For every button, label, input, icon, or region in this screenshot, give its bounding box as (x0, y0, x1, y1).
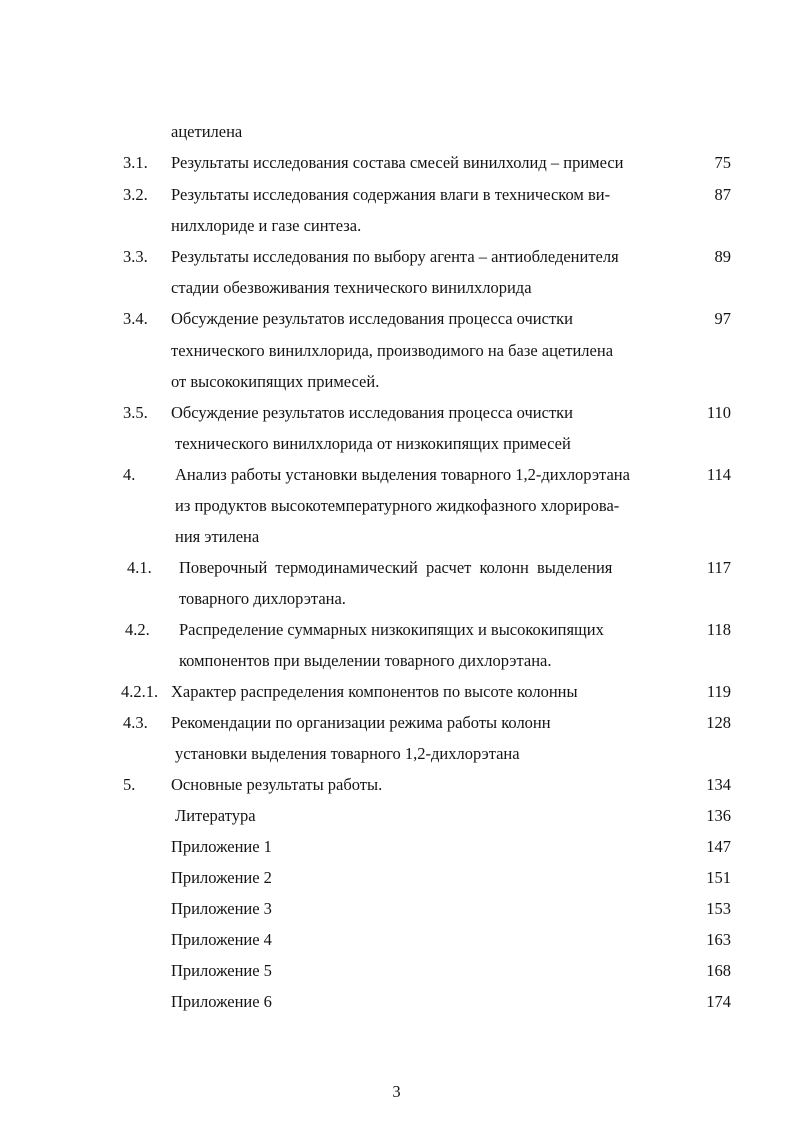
toc-entry (0, 680, 793, 704)
toc-entry-text: технического винилхлорида, производимого на базе ацетилена (171, 341, 614, 360)
toc-entry-continuation (0, 432, 793, 456)
toc-entry-page: 110 (706, 403, 731, 422)
toc-entry-text: товарного дихлорэтана. (179, 589, 346, 608)
toc-entry (0, 835, 793, 859)
toc-entry (0, 183, 793, 207)
toc-entry-continuation (0, 276, 793, 300)
toc-entry (0, 151, 793, 175)
toc-entry-page: 114 (706, 465, 731, 484)
toc-entry-continuation (0, 370, 793, 394)
toc-entry-page: 174 (706, 992, 731, 1011)
toc-entry (0, 990, 793, 1014)
toc-entry-text: технического винилхлорида от низкокипящих примесей (175, 434, 571, 453)
toc-entry-text: компонентов при выделении товарного дихлорэтана. (179, 651, 552, 670)
toc-entry-text: стадии обезвоживания технического винилхлорида (171, 278, 532, 297)
toc-entry (0, 463, 793, 487)
toc-entry-text: Обсуждение результатов исследования процесса очистки (171, 309, 574, 328)
toc-entry-text: Приложение 1 (171, 837, 272, 856)
toc-entry-continuation (0, 494, 793, 518)
toc-entry-number: 3.2. (123, 185, 148, 204)
page-number: 3 (392, 1082, 401, 1101)
toc-entry-continuation (0, 525, 793, 549)
toc-entry-page: 87 (714, 185, 731, 204)
toc-entry (0, 959, 793, 983)
toc-entry-number: 4.3. (123, 713, 148, 732)
toc-entry-text: из продуктов высокотемпературного жидкофазного хлорирова- (175, 496, 620, 515)
toc-entry-page: 163 (706, 930, 731, 949)
toc-entry-continuation (0, 214, 793, 238)
toc-entry-number: 3.5. (123, 403, 148, 422)
toc-entry-text: ния этилена (175, 527, 260, 546)
toc-entry-page: 75 (714, 153, 731, 172)
toc-entry-page: 136 (706, 806, 731, 825)
toc-entry-number: 4.2.1. (121, 682, 159, 701)
toc-entry-text: Приложение 2 (171, 868, 272, 887)
toc-entry-page: 153 (706, 899, 731, 918)
toc-entry-number: 3.1. (123, 153, 148, 172)
toc-entry (0, 556, 793, 580)
toc-entry-page: 134 (706, 775, 731, 794)
toc-entry-number: 4. (123, 465, 136, 484)
toc-entry (0, 866, 793, 890)
toc-entry (0, 897, 793, 921)
toc-entry-page: 89 (714, 247, 731, 266)
toc-entry (0, 307, 793, 331)
toc-entry-text: Характер распределения компонентов по высоте колонны (171, 682, 578, 701)
toc-entry-text: Приложение 6 (171, 992, 272, 1011)
toc-entry-continuation (0, 339, 793, 363)
toc-entry (0, 245, 793, 269)
toc-entry-text: Основные результаты работы. (171, 775, 383, 794)
toc-entry-text: нилхлориде и газе синтеза. (171, 216, 362, 235)
toc-entry-number: 5. (123, 775, 136, 794)
toc-entry (0, 711, 793, 735)
toc-entry-page: 97 (714, 309, 731, 328)
toc-entry-text: Результаты исследования по выбору агента – антиобледенителя (171, 247, 619, 266)
toc-entry (0, 618, 793, 642)
toc-entry (0, 773, 793, 797)
toc-entry-text: ацетилена (171, 122, 243, 141)
toc-entry-text: Поверочный термодинамический расчет колонн выделения (179, 558, 613, 577)
toc-entry-text: Рекомендации по организации режима работы колонн (171, 713, 551, 732)
toc-entry-page: 151 (706, 868, 731, 887)
toc-entry-text: Приложение 3 (171, 899, 272, 918)
toc-entry-page: 119 (706, 682, 731, 701)
toc-entry-number: 4.2. (125, 620, 150, 639)
toc-entry-text: Приложение 5 (171, 961, 272, 980)
toc-entry-text: Распределение суммарных низкокипящих и высококипящих (179, 620, 604, 639)
toc-entry-text: Результаты исследования содержания влаги в техническом ви- (171, 185, 611, 204)
toc-entry-page: 128 (706, 713, 731, 732)
toc-entry-continuation (0, 587, 793, 611)
toc-entry-number: 3.3. (123, 247, 148, 266)
toc-entry-text: Обсуждение результатов исследования процесса очистки (171, 403, 574, 422)
toc-entry (0, 401, 793, 425)
toc-entry (0, 804, 793, 828)
toc-entry-page: 118 (706, 620, 731, 639)
toc-entry-number: 3.4. (123, 309, 148, 328)
toc-entry-text: установки выделения товарного 1,2-дихлорэтана (175, 744, 520, 763)
toc-entry-continuation (0, 742, 793, 766)
toc-entry-text: Анализ работы установки выделения товарного 1,2-дихлорэтана (175, 465, 630, 484)
toc-entry-continuation (0, 649, 793, 673)
toc-entry-text: Результаты исследования состава смесей винилхолид – примеси (171, 153, 624, 172)
toc-entry-text: Литература (175, 806, 256, 825)
toc-entry (0, 120, 793, 144)
toc-entry-text: Приложение 4 (171, 930, 272, 949)
toc-entry-page: 117 (706, 558, 731, 577)
toc-entry-number: 4.1. (127, 558, 152, 577)
toc-entry-page: 168 (706, 961, 731, 980)
toc-entry-text: от высококипящих примесей. (171, 372, 380, 391)
toc-entry (0, 928, 793, 952)
toc-entry-page: 147 (706, 837, 731, 856)
